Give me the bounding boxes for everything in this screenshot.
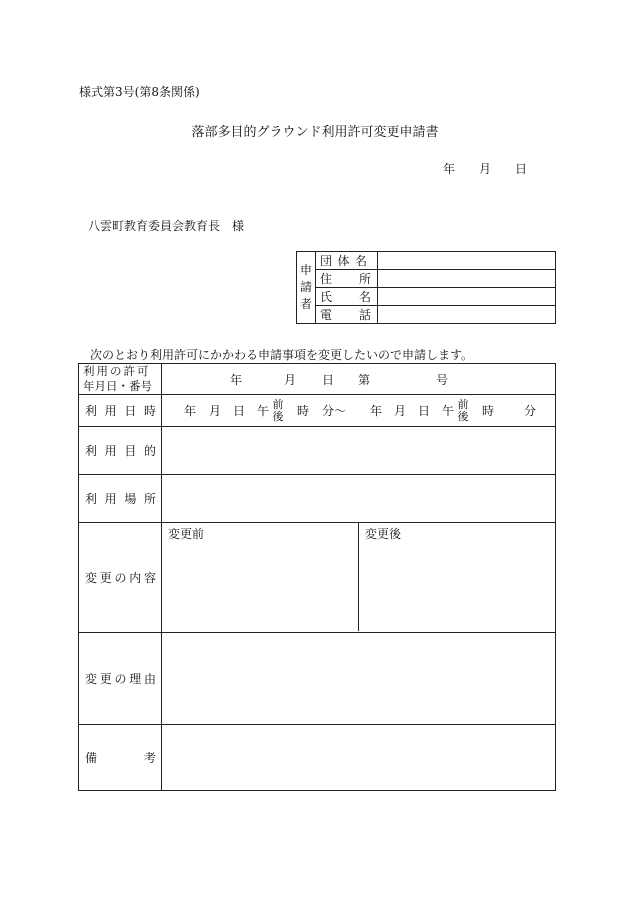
address-label: 住 所 bbox=[316, 270, 378, 288]
usage-date-field[interactable]: 年 月 日 午 前 後 時 分～ 年 月 日 午 前 後 時 分 bbox=[162, 395, 556, 427]
change-before-field[interactable]: 変更前 bbox=[162, 523, 359, 631]
date-day-label: 日 bbox=[515, 162, 528, 176]
change-application-table bbox=[78, 363, 556, 791]
remarks-field[interactable] bbox=[162, 725, 556, 791]
change-content-cell bbox=[162, 523, 556, 633]
place-label: 利 用 場 所 bbox=[79, 475, 162, 523]
name-field[interactable] bbox=[378, 288, 556, 306]
ampm-start: 前 後 bbox=[272, 397, 284, 423]
change-content-label: 変 更 の 内 容 bbox=[79, 523, 162, 633]
change-reason-field[interactable] bbox=[162, 633, 556, 725]
ampm-end: 前 後 bbox=[457, 397, 469, 423]
place-field[interactable] bbox=[162, 475, 556, 523]
remarks-label: 備 考 bbox=[79, 725, 162, 791]
change-reason-label: 変 更 の 理 由 bbox=[79, 633, 162, 725]
form-number: 様式第3号(第8条関係) bbox=[79, 85, 200, 99]
name-label: 氏 名 bbox=[316, 288, 378, 306]
phone-field[interactable] bbox=[378, 306, 556, 324]
purpose-label: 利 用 目 的 bbox=[79, 427, 162, 475]
permit-field[interactable]: 年 月 日 第 号 bbox=[162, 364, 556, 395]
purpose-field[interactable] bbox=[162, 427, 556, 475]
change-after-field[interactable]: 変更後 bbox=[365, 527, 402, 541]
group-name-field[interactable] bbox=[378, 252, 556, 270]
submission-date bbox=[443, 160, 527, 177]
group-name-label: 団 体 名 bbox=[316, 252, 378, 270]
date-month-label: 月 bbox=[479, 162, 492, 176]
document-title: 落部多目的グラウンド利用許可変更申請書 bbox=[191, 125, 439, 140]
applicant-side-label: 申 請 者 bbox=[297, 252, 316, 324]
phone-label: 電 話 bbox=[316, 306, 378, 324]
intro-text: 次のとおり利用許可にかかわる申請事項を変更したいので申請します。 bbox=[90, 348, 474, 362]
permit-label: 利用の許可 年月日・番号 bbox=[79, 364, 162, 395]
recipient: 八雲町教育委員会教育長 様 bbox=[88, 219, 245, 233]
usage-date-label: 利 用 日 時 bbox=[79, 395, 162, 427]
applicant-table bbox=[296, 251, 556, 324]
address-field[interactable] bbox=[378, 270, 556, 288]
date-year-label: 年 bbox=[443, 162, 456, 176]
